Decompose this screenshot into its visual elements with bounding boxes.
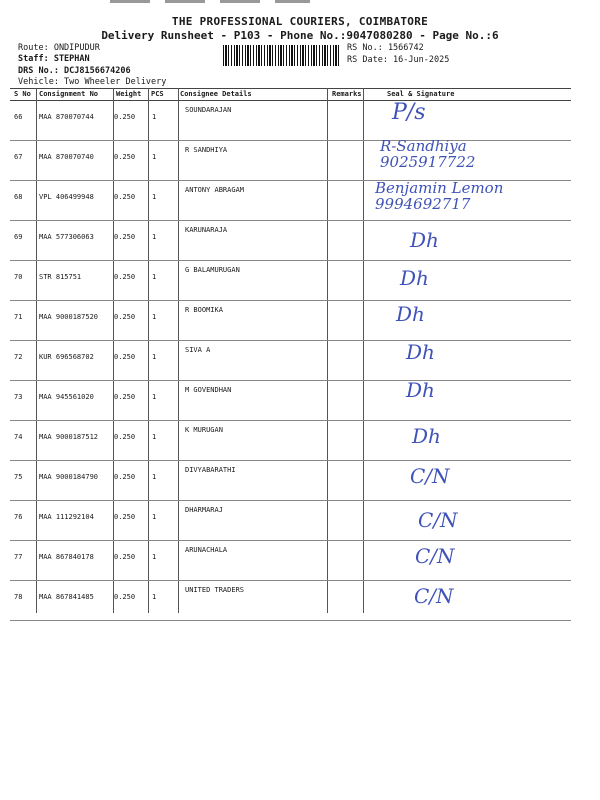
row-sno: 72 bbox=[14, 353, 23, 361]
row-consignment: MAA 867841485 bbox=[39, 593, 94, 601]
row-weight: 0.250 bbox=[114, 593, 136, 601]
table-row bbox=[10, 100, 571, 141]
col-pcs: PCS bbox=[151, 90, 164, 98]
handwritten-signature: Benjamin Lemon 9994692717 bbox=[375, 179, 504, 213]
table-row bbox=[10, 460, 571, 501]
row-consignee: M GOVENDHAN bbox=[185, 386, 232, 394]
handwritten-signature: C/N bbox=[410, 464, 450, 488]
row-consignment: KUR 696568702 bbox=[39, 353, 94, 361]
row-sno: 70 bbox=[14, 273, 23, 281]
row-sno: 69 bbox=[14, 233, 23, 241]
row-pcs: 1 bbox=[152, 273, 157, 281]
row-consignee: G BALAMURUGAN bbox=[185, 266, 240, 274]
row-sno: 68 bbox=[14, 193, 23, 201]
row-sno: 73 bbox=[14, 393, 23, 401]
row-consignee: UNITED TRADERS bbox=[185, 586, 245, 594]
row-pcs: 1 bbox=[152, 193, 157, 201]
row-consignee: K MURUGAN bbox=[185, 426, 223, 434]
document-subtitle: Delivery Runsheet - P103 - Phone No.:9047080280 - Page No.:6 bbox=[101, 29, 499, 42]
row-pcs: 1 bbox=[152, 113, 157, 121]
row-consignee: ANTONY ABRAGAM bbox=[185, 186, 245, 194]
row-weight: 0.250 bbox=[114, 353, 136, 361]
top-scan-marks bbox=[110, 0, 310, 3]
vehicle-info: Vehicle: Two Wheeler Delivery bbox=[18, 77, 167, 87]
row-consignment: VPL 406499948 bbox=[39, 193, 94, 201]
row-weight: 0.250 bbox=[114, 193, 136, 201]
row-consignment: MAA 9000187520 bbox=[39, 313, 99, 321]
row-sno: 67 bbox=[14, 153, 23, 161]
row-consignment: MAA 9000184790 bbox=[39, 473, 99, 481]
row-consignment: MAA 867840178 bbox=[39, 553, 94, 561]
row-weight: 0.250 bbox=[114, 433, 136, 441]
row-pcs: 1 bbox=[152, 353, 157, 361]
table-row bbox=[10, 500, 571, 541]
row-weight: 0.250 bbox=[114, 513, 136, 521]
drs-info: DRS No.: DCJ8156674206 bbox=[18, 66, 131, 76]
handwritten-signature: Dh bbox=[396, 302, 425, 326]
row-pcs: 1 bbox=[152, 233, 157, 241]
table-row bbox=[10, 580, 571, 621]
handwritten-signature: C/N bbox=[415, 544, 455, 568]
handwritten-signature: C/N bbox=[418, 508, 458, 532]
table-row bbox=[10, 380, 571, 421]
table-row bbox=[10, 420, 571, 461]
row-sno: 66 bbox=[14, 113, 23, 121]
rs-number: RS No.: 1566742 bbox=[347, 43, 424, 53]
barcode-image bbox=[223, 45, 340, 66]
handwritten-signature: P/s bbox=[392, 100, 426, 125]
col-consignment: Consignment No bbox=[39, 90, 99, 98]
table-row bbox=[10, 220, 571, 261]
row-weight: 0.250 bbox=[114, 473, 136, 481]
handwritten-signature: Dh bbox=[406, 340, 435, 364]
handwritten-signature: R-Sandhiya 9025917722 bbox=[380, 137, 476, 171]
row-consignee: R SANDHIYA bbox=[185, 146, 228, 154]
staff-info: Staff: STEPHAN bbox=[18, 54, 90, 64]
row-weight: 0.250 bbox=[114, 393, 136, 401]
row-consignee: DIVYABARATHI bbox=[185, 466, 236, 474]
row-weight: 0.250 bbox=[114, 233, 136, 241]
handwritten-signature: Dh bbox=[410, 228, 439, 252]
col-signature: Seal & Signature bbox=[387, 90, 455, 98]
row-pcs: 1 bbox=[152, 553, 157, 561]
row-sno: 77 bbox=[14, 553, 23, 561]
row-consignment: MAA 111292104 bbox=[39, 513, 94, 521]
row-pcs: 1 bbox=[152, 593, 157, 601]
row-pcs: 1 bbox=[152, 473, 157, 481]
row-weight: 0.250 bbox=[114, 553, 136, 561]
row-weight: 0.250 bbox=[114, 113, 136, 121]
table-row bbox=[10, 340, 571, 381]
table-row bbox=[10, 137, 571, 181]
row-consignee: ARUNACHALA bbox=[185, 546, 228, 554]
row-weight: 0.250 bbox=[114, 273, 136, 281]
row-weight: 0.250 bbox=[114, 153, 136, 161]
row-consignment: MAA 9000187512 bbox=[39, 433, 99, 441]
col-weight: Weight bbox=[116, 90, 142, 98]
row-consignee: KARUNARAJA bbox=[185, 226, 228, 234]
row-consignee: R BOOMIKA bbox=[185, 306, 223, 314]
row-consignee: DHARMARAJ bbox=[185, 506, 223, 514]
row-sno: 76 bbox=[14, 513, 23, 521]
table-row bbox=[10, 540, 571, 581]
col-remarks: Remarks bbox=[332, 90, 362, 98]
row-consignee: SOUNDARAJAN bbox=[185, 106, 232, 114]
col-consignee: Consignee Details bbox=[180, 90, 252, 98]
table-row bbox=[10, 260, 571, 301]
row-pcs: 1 bbox=[152, 393, 157, 401]
row-consignment: MAA 945561020 bbox=[39, 393, 94, 401]
row-pcs: 1 bbox=[152, 513, 157, 521]
route-info: Route: ONDIPUDUR bbox=[18, 43, 100, 53]
row-pcs: 1 bbox=[152, 433, 157, 441]
table-row bbox=[10, 300, 571, 341]
handwritten-signature: C/N bbox=[414, 584, 454, 608]
row-consignee: SIVA A bbox=[185, 346, 211, 354]
handwritten-signature: Dh bbox=[412, 424, 441, 448]
row-weight: 0.250 bbox=[114, 313, 136, 321]
row-sno: 74 bbox=[14, 433, 23, 441]
handwritten-signature: Dh bbox=[406, 378, 435, 402]
rs-date: RS Date: 16-Jun-2025 bbox=[347, 55, 450, 65]
row-pcs: 1 bbox=[152, 153, 157, 161]
row-sno: 71 bbox=[14, 313, 23, 321]
handwritten-signature: Dh bbox=[400, 266, 429, 290]
row-consignment: MAA 870070740 bbox=[39, 153, 94, 161]
document-title: THE PROFESSIONAL COURIERS, COIMBATORE bbox=[171, 15, 429, 28]
row-sno: 75 bbox=[14, 473, 23, 481]
row-consignment: MAA 870070744 bbox=[39, 113, 94, 121]
row-sno: 78 bbox=[14, 593, 23, 601]
row-consignment: STR 815751 bbox=[39, 273, 82, 281]
col-sno: S No bbox=[14, 90, 31, 98]
row-consignment: MAA 577306063 bbox=[39, 233, 94, 241]
row-pcs: 1 bbox=[152, 313, 157, 321]
